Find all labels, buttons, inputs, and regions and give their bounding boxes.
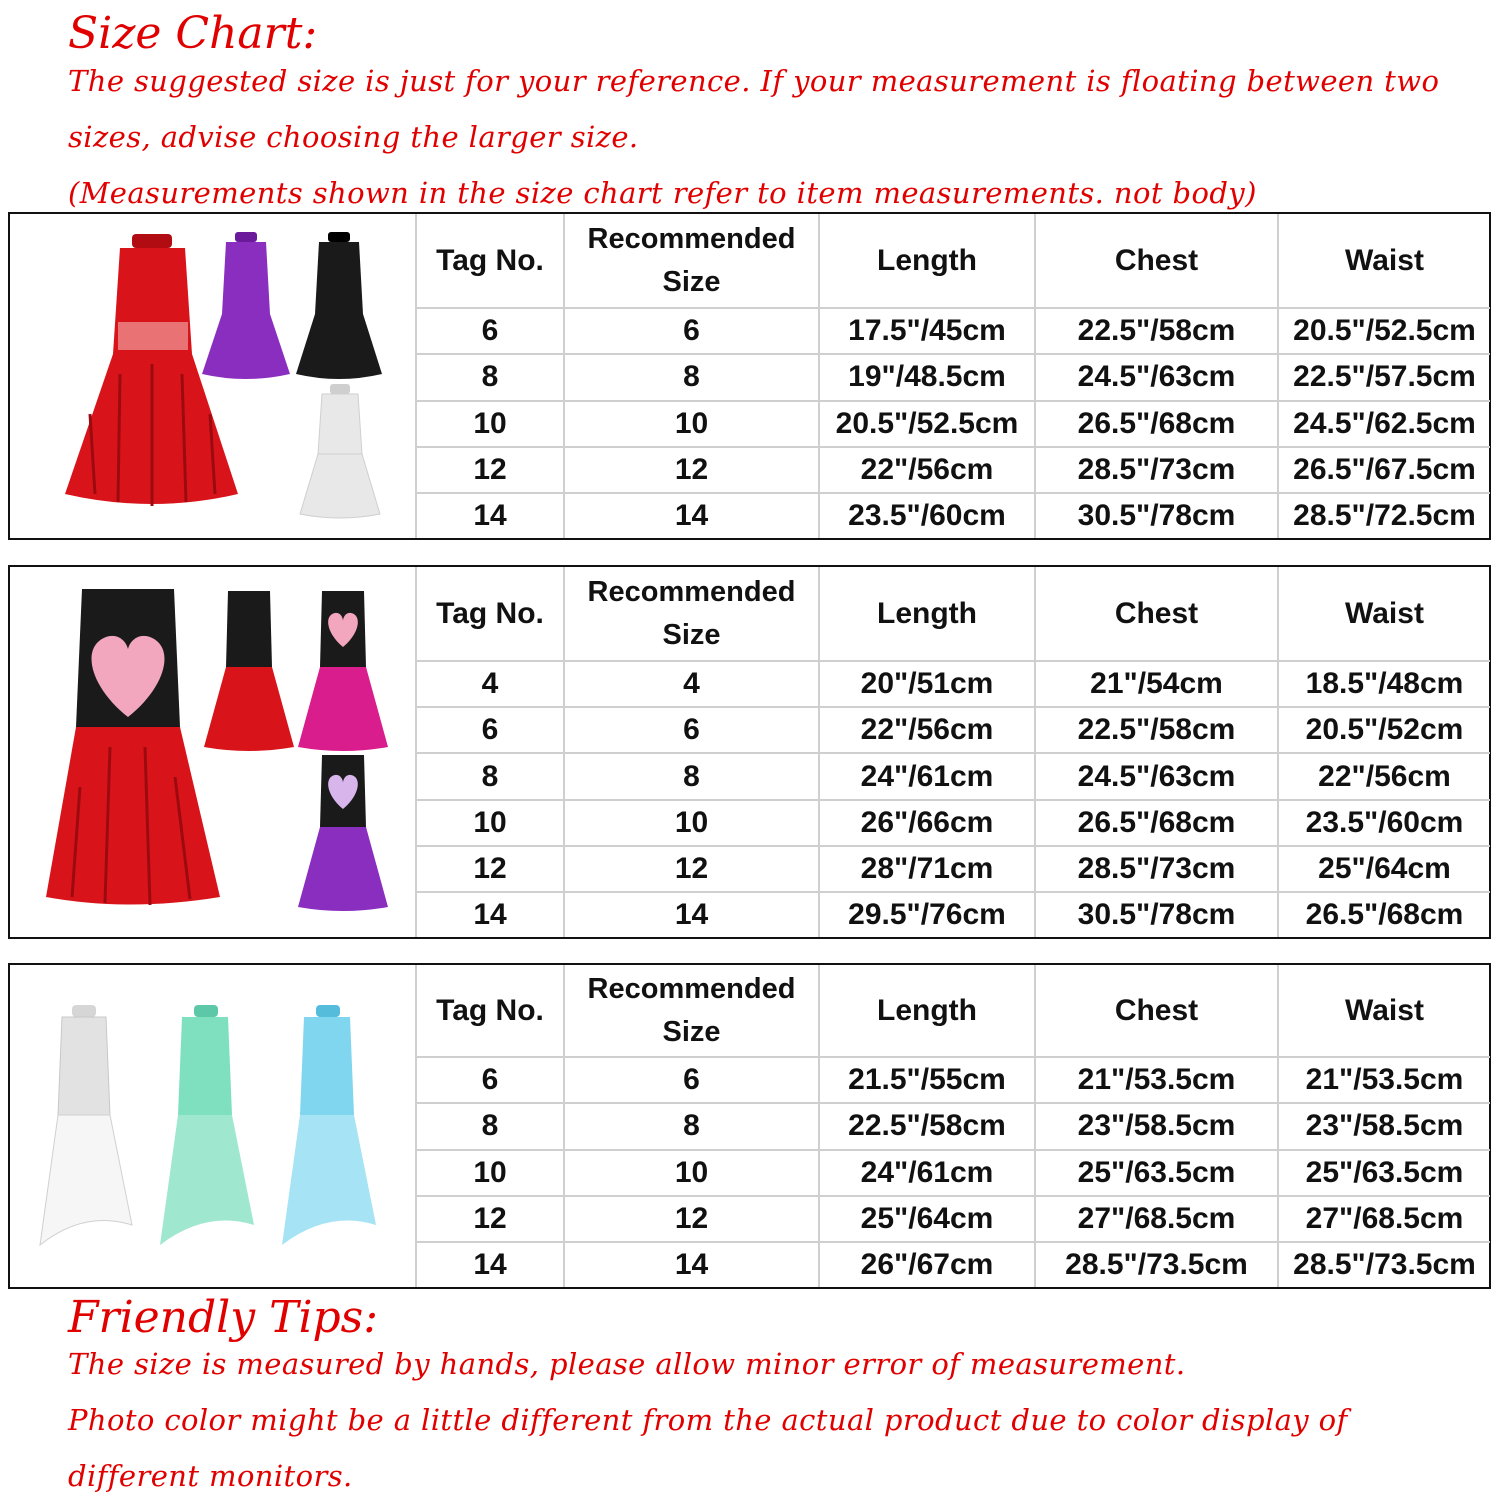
table-cell: 19"/48.5cm	[819, 354, 1035, 400]
table-cell: 24"/61cm	[819, 753, 1035, 799]
tips-line-3: different monitors.	[68, 1459, 353, 1493]
table-cell: 10	[416, 1150, 564, 1196]
table-cell: 6	[416, 308, 564, 354]
table-cell: 4	[416, 661, 564, 707]
table-cell: 12	[564, 447, 819, 493]
table-cell: 22"/56cm	[819, 707, 1035, 753]
table-cell: 4	[564, 661, 819, 707]
table-cell: 22"/56cm	[1278, 753, 1490, 799]
table-cell: 25"/63.5cm	[1035, 1150, 1278, 1196]
table-cell: 26"/66cm	[819, 800, 1035, 846]
col-header-waist: Waist	[1278, 965, 1490, 1057]
table-cell: 6	[416, 707, 564, 753]
table-cell: 10	[564, 1150, 819, 1196]
table-row	[416, 892, 1490, 937]
col-header-length: Length	[819, 965, 1035, 1057]
table-cell: 14	[564, 493, 819, 538]
table-cell: 28.5"/73.5cm	[1035, 1242, 1278, 1287]
table-cell: 10	[416, 401, 564, 447]
table-cell: 22"/56cm	[819, 447, 1035, 493]
table-cell: 21"/54cm	[1035, 661, 1278, 707]
table-cell: 8	[416, 753, 564, 799]
table-row	[416, 661, 1490, 707]
table-row	[416, 1150, 1490, 1196]
table-row	[416, 800, 1490, 846]
col-header-recommended-size: Recommended Size	[564, 965, 819, 1057]
product-photo-1	[10, 214, 415, 538]
col-header-chest: Chest	[1035, 965, 1278, 1057]
size-chart-title: Size Chart:	[68, 8, 318, 59]
col-header-waist: Waist	[1278, 567, 1490, 661]
table-row	[416, 447, 1490, 493]
table-cell: 20.5"/52.5cm	[819, 401, 1035, 447]
table-cell: 27"/68.5cm	[1278, 1196, 1490, 1242]
table-cell: 8	[564, 1103, 819, 1149]
table-cell: 10	[564, 800, 819, 846]
table-cell: 20.5"/52.5cm	[1278, 308, 1490, 354]
table-cell: 24.5"/63cm	[1035, 354, 1278, 400]
heart-dresses-illustration	[10, 567, 415, 937]
table-cell: 26.5"/67.5cm	[1278, 447, 1490, 493]
table-cell: 6	[564, 1057, 819, 1103]
chiffon-dresses-illustration	[10, 965, 415, 1287]
col-header-recommended-size: Recommended Size	[564, 214, 819, 308]
table-cell: 26.5"/68cm	[1035, 800, 1278, 846]
table-cell: 21"/53.5cm	[1278, 1057, 1490, 1103]
table-cell: 28"/71cm	[819, 846, 1035, 892]
table-cell: 8	[564, 753, 819, 799]
table-cell: 21"/53.5cm	[1035, 1057, 1278, 1103]
table-cell: 14	[564, 892, 819, 937]
table-cell: 26.5"/68cm	[1278, 892, 1490, 937]
table-cell: 18.5"/48cm	[1278, 661, 1490, 707]
table-cell: 10	[416, 800, 564, 846]
table-cell: 27"/68.5cm	[1035, 1196, 1278, 1242]
col-header-length: Length	[819, 567, 1035, 661]
size-table-3	[415, 965, 1490, 1287]
table-cell: 24.5"/63cm	[1035, 753, 1278, 799]
col-header-chest: Chest	[1035, 567, 1278, 661]
product-photo-2	[10, 567, 415, 937]
table-cell: 17.5"/45cm	[819, 308, 1035, 354]
col-header-length: Length	[819, 214, 1035, 308]
size-table-block-2	[8, 565, 1491, 939]
table-cell: 6	[564, 707, 819, 753]
table-header-row	[416, 965, 1490, 1057]
col-header-tag: Tag No.	[416, 567, 564, 661]
table-cell: 22.5"/58cm	[1035, 308, 1278, 354]
table-header-row	[416, 214, 1490, 308]
table-cell: 12	[416, 846, 564, 892]
table-cell: 23"/58.5cm	[1278, 1103, 1490, 1149]
col-header-waist: Waist	[1278, 214, 1490, 308]
table-cell: 14	[416, 493, 564, 538]
table-cell: 26.5"/68cm	[1035, 401, 1278, 447]
table-cell: 29.5"/76cm	[819, 892, 1035, 937]
table-cell: 22.5"/57.5cm	[1278, 354, 1490, 400]
table-row	[416, 1103, 1490, 1149]
table-cell: 22.5"/58cm	[1035, 707, 1278, 753]
table-cell: 10	[564, 401, 819, 447]
table-cell: 12	[416, 1196, 564, 1242]
col-header-chest: Chest	[1035, 214, 1278, 308]
table-cell: 6	[564, 308, 819, 354]
col-header-tag: Tag No.	[416, 965, 564, 1057]
size-table-block-1	[8, 212, 1491, 540]
table-row	[416, 1242, 1490, 1287]
table-cell: 8	[416, 1103, 564, 1149]
table-cell: 28.5"/73.5cm	[1278, 1242, 1490, 1287]
table-cell: 14	[416, 892, 564, 937]
friendly-tips-title: Friendly Tips:	[68, 1292, 379, 1343]
sequin-dresses-illustration	[10, 214, 415, 538]
table-cell: 20.5"/52cm	[1278, 707, 1490, 753]
table-cell: 28.5"/73cm	[1035, 846, 1278, 892]
table-cell: 23.5"/60cm	[819, 493, 1035, 538]
size-table-1	[415, 214, 1490, 538]
table-cell: 23"/58.5cm	[1035, 1103, 1278, 1149]
intro-line-3: (Measurements shown in the size chart refer to item measurements. not body)	[68, 176, 1257, 210]
tips-line-2: Photo color might be a little different from the actual product due to color display of	[68, 1403, 1348, 1437]
table-cell: 30.5"/78cm	[1035, 892, 1278, 937]
table-cell: 25"/63.5cm	[1278, 1150, 1490, 1196]
table-row	[416, 308, 1490, 354]
intro-line-2: sizes, advise choosing the larger size.	[68, 120, 639, 154]
size-table-block-3	[8, 963, 1491, 1289]
intro-line-1: The suggested size is just for your reference. If your measurement is floating between two	[68, 64, 1440, 98]
table-row	[416, 1057, 1490, 1103]
table-row	[416, 493, 1490, 538]
table-cell: 12	[416, 447, 564, 493]
table-row	[416, 707, 1490, 753]
table-row	[416, 354, 1490, 400]
table-row	[416, 846, 1490, 892]
table-cell: 24"/61cm	[819, 1150, 1035, 1196]
table-cell: 6	[416, 1057, 564, 1103]
table-row	[416, 401, 1490, 447]
product-photo-3	[10, 965, 415, 1287]
table-row	[416, 1196, 1490, 1242]
size-table-2	[415, 567, 1490, 937]
col-header-recommended-size: Recommended Size	[564, 567, 819, 661]
table-cell: 26"/67cm	[819, 1242, 1035, 1287]
table-cell: 21.5"/55cm	[819, 1057, 1035, 1103]
table-cell: 22.5"/58cm	[819, 1103, 1035, 1149]
table-cell: 23.5"/60cm	[1278, 800, 1490, 846]
table-cell: 12	[564, 1196, 819, 1242]
table-cell: 28.5"/72.5cm	[1278, 493, 1490, 538]
table-cell: 25"/64cm	[1278, 846, 1490, 892]
table-cell: 8	[564, 354, 819, 400]
table-cell: 28.5"/73cm	[1035, 447, 1278, 493]
table-cell: 8	[416, 354, 564, 400]
table-cell: 12	[564, 846, 819, 892]
table-cell: 20"/51cm	[819, 661, 1035, 707]
col-header-tag: Tag No.	[416, 214, 564, 308]
table-cell: 24.5"/62.5cm	[1278, 401, 1490, 447]
tips-line-1: The size is measured by hands, please allow minor error of measurement.	[68, 1347, 1186, 1381]
table-cell: 25"/64cm	[819, 1196, 1035, 1242]
table-cell: 14	[416, 1242, 564, 1287]
table-row	[416, 753, 1490, 799]
table-cell: 30.5"/78cm	[1035, 493, 1278, 538]
table-header-row	[416, 567, 1490, 661]
table-cell: 14	[564, 1242, 819, 1287]
